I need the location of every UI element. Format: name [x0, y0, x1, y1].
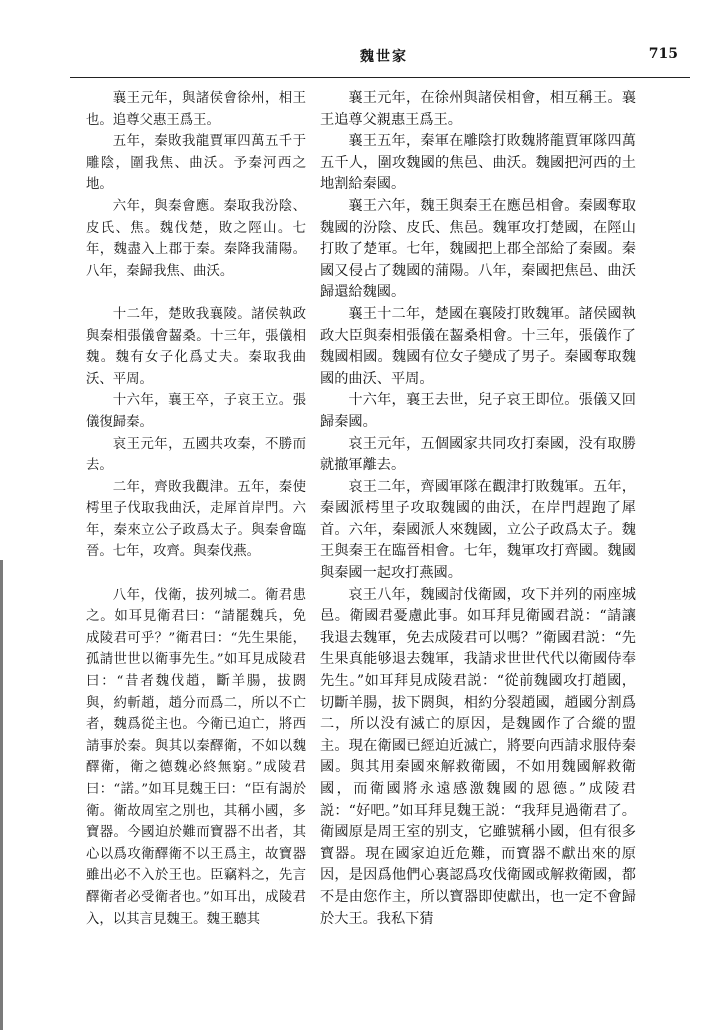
translation-paragraph: 十六年，襄王去世，兒子哀王即位。張儀又回歸秦國。 — [320, 392, 636, 430]
translation-paragraph: 襄王五年，秦軍在雕陰打敗魏將龍賈軍隊四萬五千人，圍攻魏國的焦邑、曲沃。魏國把河西的土地割給秦國。 — [320, 133, 636, 193]
translation-column — [320, 88, 636, 930]
page-header — [70, 38, 690, 78]
original-paragraph: 六年，與秦會應。秦取我汾陰、皮氏、焦。魏伐楚，敗之陘山。七年，魏盡入上郡于秦。秦降我蒲陽。八年，秦歸我焦、曲沃。 — [86, 198, 306, 279]
binding-edge — [0, 560, 3, 1030]
translation-paragraph: 襄王元年，在徐州與諸侯相會，相互稱王。襄王追尊父親惠王爲王。 — [320, 90, 636, 128]
original-paragraph: 十二年，楚敗我襄陵。諸侯執政與秦相張儀會齧桑。十三年，張儀相魏。魏有女子化爲丈夫。秦取我曲沃、平周。 — [86, 306, 306, 387]
page-number: 715 — [648, 46, 678, 62]
translation-paragraph: 哀王八年，魏國討伐衛國，攻下并列的兩座城邑。衛國君憂慮此事。如耳拜見衛國君説：“請讓我退去魏軍，免去成陵君可以嗎？”衛國君説：“先生果真能够退去魏軍，我請求世世代代以衛國侍奉先生。”如耳拜見成陵君説：“從前魏國攻打趙國，切斷羊腸，拔下閼與，相約分裂趙國，趙國分割爲二，所以没有滅亡的原因，是魏國作了合縱的盟主。現在衛國已經迫近滅亡，將要向西請求服侍秦國。與其用秦國來解救衛國，不如用魏國解救衛國，而衛國將永遠感激魏國的恩德。”成陵君説：“好吧。”如耳拜見魏王説：“我拜見過衛君了。衛國原是周王室的别支，它雖號稱小國，但有很多寶器。現在國家迫近危難，而寶器不獻出來的原因，是因爲他們心裏認爲攻伐衛國或解救衛國，都不是由您作主，所以寶器即使獻出，也一定不會歸於大王。我私下猜 — [320, 586, 636, 927]
original-paragraph: 十六年，襄王卒，子哀王立。張儀復歸秦。 — [86, 393, 306, 430]
running-title: 魏世家 — [360, 49, 408, 65]
original-paragraph: 襄王元年，與諸侯會徐州，相王也。追尊父惠王爲王。 — [86, 91, 306, 128]
original-paragraph: 哀王元年，五國共攻秦，不勝而去。 — [86, 436, 306, 474]
translation-paragraph: 襄王六年，魏王與秦王在應邑相會。秦國奪取魏國的汾陰、皮氏、焦邑。魏軍攻打楚國，在陘山打敗了楚軍。七年，魏國把上郡全部給了秦國。秦國又侵占了魏國的蒲陽。八年，秦國把焦邑、曲沃歸還給魏國。 — [320, 197, 636, 301]
translation-paragraph: 哀王二年，齊國軍隊在觀津打敗魏軍。五年，秦國派樗里子攻取魏國的曲沃，在岸門趕跑了犀首。六年，秦國派人來魏國，立公子政爲太子。魏王與秦王在臨晉相會。七年，魏軍攻打齊國。魏國與秦國一起攻打燕國。 — [320, 478, 636, 582]
original-text-column — [86, 88, 306, 930]
original-paragraph: 八年，伐衛，拔列城二。衛君患之。如耳見衛君曰：“請罷魏兵，免成陵君可乎？”衛君曰：“先生果能，孤請世世以衛事先生。”如耳見成陵君曰：“昔者魏伐趙，斷羊腸，拔閼與，約斬趙，趙分而爲二，所以不亡者，魏爲從主也。今衛已迫亡，將西請事於秦。與其以秦醳衛，不如以魏醳衛，衛之德魏必終無窮。”成陵君曰：“諾。”如耳見魏王曰：“臣有謁於衛。衛故周室之別也，其稱小國，多寶器。今國迫於難而寶器不出者，其心以爲攻衛醳衛不以王爲主，故寶器雖出必不入於王也。臣竊料之，先言醳衛者必受衛者也。”如耳出，成陵君入，以其言見魏王。魏王聽其 — [86, 587, 306, 927]
translation-paragraph: 襄王十二年，楚國在襄陵打敗魏軍。諸侯國執政大臣與秦相張儀在齧桑相會。十三年，張儀作了魏國相國。魏國有位女子變成了男子。秦國奪取魏國的曲沃、平周。 — [320, 305, 636, 387]
header-rule — [70, 77, 690, 78]
original-paragraph: 二年，齊敗我觀津。五年，秦使樗里子伐取我曲沃，走犀首岸門。六年，秦來立公子政爲太子。與秦會臨晉。七年，攻齊。與秦伐燕。 — [86, 479, 306, 560]
original-paragraph: 五年，秦敗我龍賈軍四萬五千于雕陰，圍我焦、曲沃。予秦河西之地。 — [86, 134, 306, 193]
translation-paragraph: 哀王元年，五個國家共同攻打秦國，没有取勝就撤軍離去。 — [320, 435, 636, 474]
